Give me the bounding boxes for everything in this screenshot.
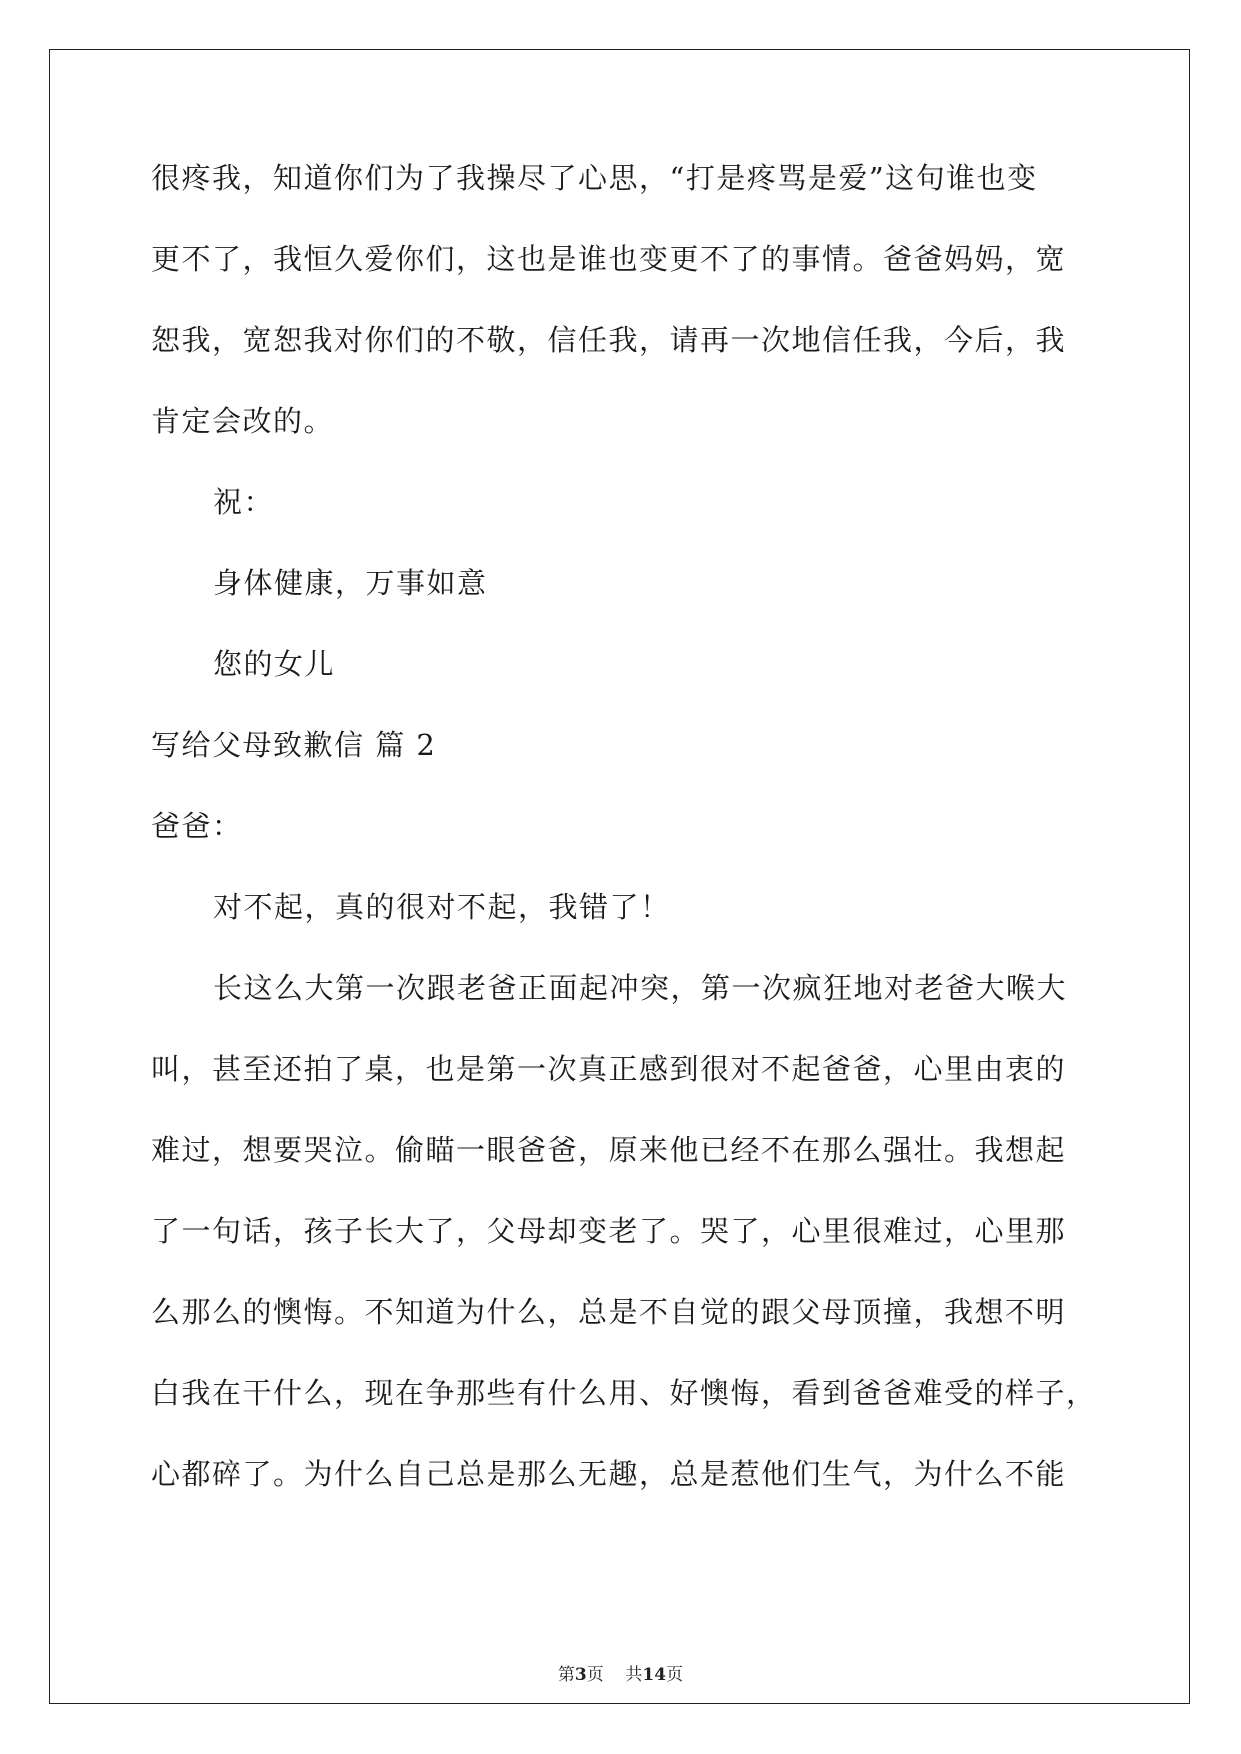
footer-prefix: 第	[557, 1665, 575, 1685]
footer-page-unit: 页	[586, 1665, 604, 1685]
text-line: 么那么的懊悔。不知道为什么，总是不自觉的跟父母顶撞，我想不明	[151, 1295, 1067, 1329]
text-line: 祝：	[213, 485, 275, 519]
page-footer	[0, 1660, 1241, 1685]
text-line: 叫，甚至还拍了桌，也是第一次真正感到很对不起爸爸，心里由衷的	[151, 1052, 1067, 1086]
text-line: 爸爸：	[151, 809, 243, 843]
text-line: 很疼我，知道你们为了我操尽了心思，“打是疼骂是爱”这句谁也变	[151, 161, 1038, 195]
footer-total-unit: 页	[666, 1665, 684, 1685]
text-line: 难过，想要哭泣。偷瞄一眼爸爸，原来他已经不在那么强壮。我想起	[151, 1133, 1067, 1167]
document-body	[151, 158, 1097, 1535]
text-line: 白我在干什么，现在争那些有什么用、好懊悔，看到爸爸难受的样子，	[151, 1376, 1097, 1410]
footer-total-prefix: 共	[625, 1665, 643, 1685]
text-line: 长这么大第一次跟老爸正面起冲突，第一次疯狂地对老爸大喉大	[213, 971, 1068, 1005]
text-line: 更不了，我恒久爱你们，这也是谁也变更不了的事情。爸爸妈妈，宽	[151, 242, 1067, 276]
text-line: 身体健康，万事如意	[213, 566, 488, 600]
text-line: 心都碎了。为什么自己总是那么无趣，总是惹他们生气，为什么不能	[151, 1457, 1067, 1491]
text-line: 写给父母致歉信 篇 2	[151, 728, 437, 762]
text-line: 您的女儿	[213, 647, 336, 681]
text-line: 对不起，真的很对不起，我错了！	[213, 890, 671, 924]
text-line: 恕我，宽恕我对你们的不敬，信任我，请再一次地信任我，今后，我	[151, 323, 1067, 357]
text-line: 肯定会改的。	[151, 404, 335, 438]
total-page-count: 14	[642, 1665, 667, 1685]
text-line: 了一句话，孩子长大了，父母却变老了。哭了，心里很难过，心里那	[151, 1214, 1067, 1248]
current-page-number: 3	[574, 1665, 587, 1685]
